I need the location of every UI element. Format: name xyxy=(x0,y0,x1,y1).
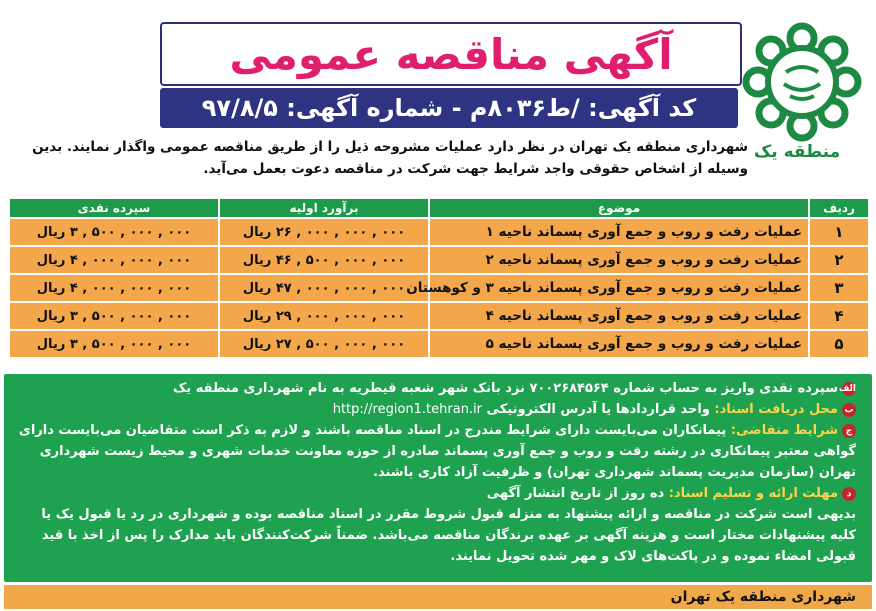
footer-org-name: شهرداری منطقه یک تهران xyxy=(670,589,856,605)
row-deposit: ۰۰۰ , ۰۰۰ , ۵۰۰ , ۳ ریال xyxy=(9,330,219,358)
row-number: ۲ xyxy=(809,246,869,274)
row-number: ۳ xyxy=(809,274,869,302)
row-subject: عملیات رفت و روب و جمع آوری پسماند ناحیه ۲ xyxy=(429,246,809,274)
row-number: ۴ xyxy=(809,302,869,330)
header-row-number: ردیف xyxy=(809,198,869,218)
table-header-row xyxy=(9,198,869,218)
intro-paragraph xyxy=(6,136,748,180)
ad-code-bar xyxy=(160,88,738,128)
info-line-documents xyxy=(18,399,856,420)
row-subject: عملیات رفت و روب و جمع آوری پسماند ناحیه ۱ xyxy=(429,218,809,246)
row-deposit: ۰۰۰ , ۰۰۰ , ۰۰۰ , ۴ ریال xyxy=(9,246,219,274)
ad-title: آگهی مناقصه عمومی xyxy=(229,29,673,79)
row-number: ۱ xyxy=(809,218,869,246)
bullet-dal: د xyxy=(842,487,856,501)
tender-table xyxy=(8,197,870,359)
info-panel xyxy=(4,374,872,582)
row-estimate: ۰۰۰ , ۰۰۰ , ۵۰۰ , ۴۶ ریال xyxy=(219,246,429,274)
district-one-caption: منطقه یک xyxy=(753,142,841,162)
row-estimate: ۰۰۰ , ۰۰۰ , ۰۰۰ , ۴۷ ریال xyxy=(219,274,429,302)
conditions-label: شرایط متقاضی: xyxy=(730,423,838,438)
row-estimate: ۰۰۰ , ۰۰۰ , ۰۰۰ , ۲۶ ریال xyxy=(219,218,429,246)
row-subject: عملیات رفت و روب و جمع آوری پسماند ناحیه ۴ xyxy=(429,302,809,330)
row-deposit: ۰۰۰ , ۰۰۰ , ۵۰۰ , ۳ ریال xyxy=(9,218,219,246)
deadline-label: مهلت ارائه و تسلیم اسناد: xyxy=(668,486,838,501)
deadline-text: ده روز از تاریخ انتشار آگهی xyxy=(486,486,669,501)
title-box xyxy=(160,22,742,86)
info-text xyxy=(18,378,856,567)
row-deposit: ۰۰۰ , ۰۰۰ , ۵۰۰ , ۳ ریال xyxy=(9,302,219,330)
ad-code-text: کد آگهی: /ط۸۰۳۶م - شماره آگهی: ۹۷/۸/۵ xyxy=(201,94,697,122)
footer-bar xyxy=(4,585,872,609)
info-line-deadline xyxy=(18,483,856,504)
table-row xyxy=(9,274,869,302)
bullet-jim: ج xyxy=(842,424,856,438)
header-deposit: سپرده نقدی xyxy=(9,198,219,218)
table-row xyxy=(9,218,869,246)
intro-text: در نظر دارد عملیات مشروحه ذیل را از طریق مناقصه عمومی واگذار نمایند. بدین وسیله از اشخاص حقوقی واجد شرایط جهت شرکت در مناقصه دعوت بعمل می‌آید. xyxy=(32,139,748,177)
info-line-conditions xyxy=(18,420,856,483)
deposit-account-text: سپرده نقدی واریز به حساب شماره ۷۰۰۲۶۸۴۵۶۴ نزد بانک شهر شعبه قیطریه به نام شهرداری منطقه یک xyxy=(173,381,838,396)
info-closing-text: بدیهی است شرکت در مناقصه و ارائه پیشنهاد به منزله قبول شروط مقرر در اسناد مناقصه بوده و شهرداری در رد یا قبول یک یا کلیه پیشنهادات مختار است و هزینه آگهی بر عهده برندگان مناقصه می‌باشد. ضمناً شرکت‌کنندگان باید مدارک را پس از اخذ با قید قبولی امضاء نموده و در پاکت‌های لاک و مهر شده تحویل نمایند. xyxy=(41,507,856,564)
conditions-text: پیمانکاران می‌بایست دارای شرایط مندرج در اسناد مناقصه باشند و لازم به ذکر است متقاضیان می‌بایست دارای گواهی معتبر پیمانکاری در رشته رفت و روب و جمع آوری پسماند صادره از حوزه معاونت خدمات شهری و محیط زیست شهرداری تهران (سازمان مدیریت پسماند شهرداری تهران) و ظرفیت آزاد کاری باشند. xyxy=(18,423,856,480)
row-estimate: ۰۰۰ , ۰۰۰ , ۵۰۰ , ۲۷ ریال xyxy=(219,330,429,358)
row-subject: عملیات رفت و روب و جمع آوری پسماند ناحیه ۵ xyxy=(429,330,809,358)
row-estimate: ۰۰۰ , ۰۰۰ , ۰۰۰ , ۲۹ ریال xyxy=(219,302,429,330)
table-row xyxy=(9,246,869,274)
bullet-alef: الف xyxy=(838,383,856,394)
row-deposit: ۰۰۰ , ۰۰۰ , ۰۰۰ , ۴ ریال xyxy=(9,274,219,302)
header-estimate: برآورد اولیه xyxy=(219,198,429,218)
table-row xyxy=(9,302,869,330)
info-line-deposit xyxy=(18,378,856,399)
intro-org-name: شهرداری منطقه یک تهران xyxy=(569,139,748,155)
documents-label: محل دریافت اسناد: xyxy=(714,402,838,417)
row-subject: عملیات رفت و روب و جمع آوری پسماند ناحیه ۳ و کوهستان xyxy=(429,274,809,302)
documents-text: واحد قراردادها یا آدرس الکترونیکی xyxy=(482,402,715,417)
table-row xyxy=(9,330,869,358)
row-number: ۵ xyxy=(809,330,869,358)
region-url-link[interactable]: http://region1.tehran.ir xyxy=(332,402,483,417)
bullet-be: ب xyxy=(842,403,856,417)
header-subject: موضوع xyxy=(429,198,809,218)
